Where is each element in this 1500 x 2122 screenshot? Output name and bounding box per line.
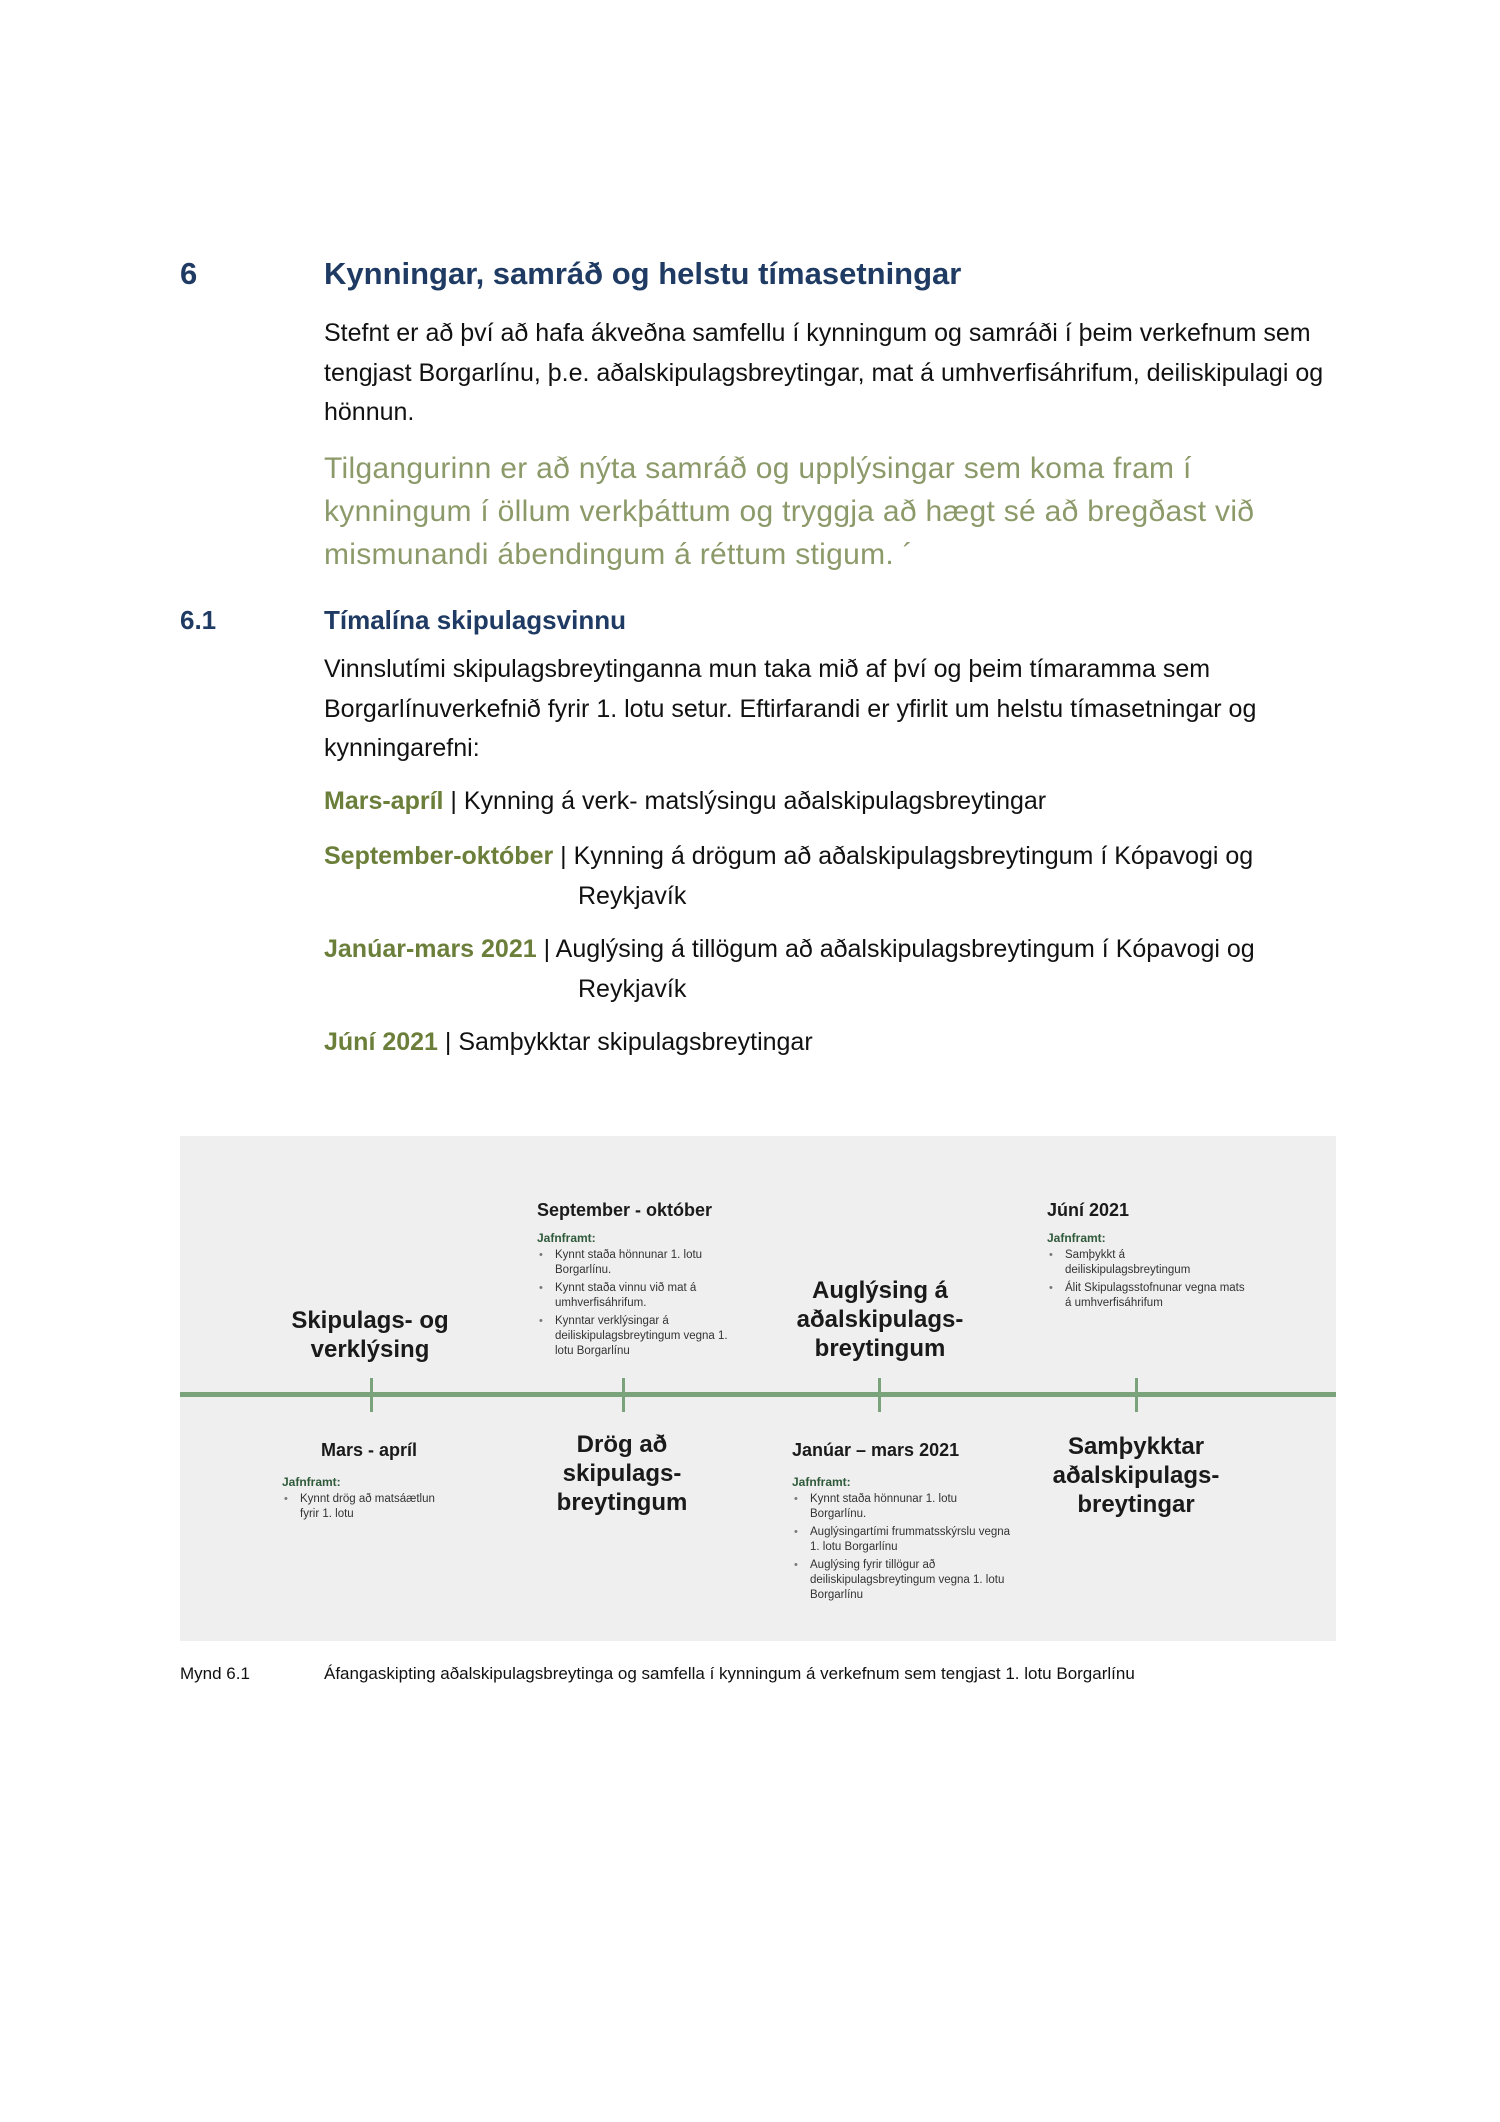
- figure-caption-label: Mynd 6.1: [180, 1664, 250, 1683]
- timeline-item-text: Auglýsing á tillögum að aðalskipulagsbreytingum í Kópavogi og: [555, 935, 1255, 963]
- subsection-number: 6.1: [180, 605, 217, 635]
- timeline-item-label: Júní 2021: [324, 1028, 438, 1056]
- figure-phase-line: breytingum: [556, 1489, 688, 1516]
- section-number: 6: [180, 256, 198, 291]
- figure-bullet: • Álit Skipulagsstofnunar vegna mats á umhverfisáhrifum: [1047, 1281, 1247, 1311]
- timeline-item: [324, 782, 1344, 822]
- figure-phase-line: skipulags-: [562, 1460, 682, 1487]
- figure-jafnframt-label: Jafnframt:: [282, 1475, 341, 1489]
- timeline-tick: [878, 1378, 881, 1412]
- figure-period-mar: Mars - apríl: [321, 1440, 418, 1460]
- figure-bullet: • Kynntar verklýsingar á deiliskipulagsbreytingum vegna 1. lotu Borgarlínu: [537, 1314, 737, 1359]
- timeline-axis: [180, 1392, 1336, 1397]
- figure-bullet: • Kynnt drög að matsáætlun fyrir 1. lotu: [282, 1492, 457, 1522]
- timeline-item-text: Kynning á drögum að aðalskipulagsbreytingum í Kópavogi og: [573, 842, 1254, 870]
- timeline-item-label: September-október: [324, 842, 554, 870]
- figure-bullets-mar: [282, 1492, 457, 1525]
- timeline-item-continuation: Reykjavík: [578, 881, 687, 910]
- timeline-tick: [1135, 1378, 1138, 1412]
- figure-bullet: • Auglýsingartími frummatsskýrslu vegna 1. lotu Borgarlínu: [792, 1525, 1012, 1555]
- figure-period-jan: Janúar – mars 2021: [792, 1440, 960, 1460]
- timeline-tick: [370, 1378, 373, 1412]
- figure-phase-line: breytingar: [1077, 1491, 1195, 1518]
- subsection-intro: Vinnslutími skipulagsbreytinganna mun taka mið af því og þeim tímaramma sem Borgarlínuverkefnið fyrir 1. lotu setur. Eftirfarandi er yfirlit um helstu tímasetningar og kynningarefni:: [324, 655, 1257, 762]
- figure-period-jun: Júní 2021: [1047, 1200, 1130, 1220]
- figure-bullets-jan: [792, 1492, 1012, 1606]
- figure-jafnframt-label: Jafnframt:: [537, 1231, 596, 1245]
- figure-phase-title: [502, 1430, 742, 1517]
- figure-phase-line: aðalskipulags-: [796, 1306, 964, 1333]
- figure-bullet: • Auglýsing fyrir tillögur að deiliskipulagsbreytingum vegna 1. lotu Borgarlínu: [792, 1558, 1012, 1603]
- timeline-item: [324, 1023, 1344, 1063]
- timeline-figure: [180, 1136, 1336, 1641]
- section-quote: Tilgangurinn er að nýta samráð og upplýsingar sem koma fram í kynningum í öllum verkþáttum og tryggja að hægt sé að bregðast við mismunandi ábendingum á réttum stigum. ´: [324, 452, 1255, 571]
- figure-bullets-jun: [1047, 1248, 1247, 1314]
- timeline-item-label: Janúar-mars 2021: [324, 935, 537, 963]
- timeline-item-separator: |: [443, 787, 464, 815]
- timeline-item-text: Kynning á verk- matslýsingu aðalskipulagsbreytingar: [463, 787, 1047, 815]
- figure-period-sep: September - október: [537, 1200, 713, 1220]
- figure-bullet: • Kynnt staða vinnu við mat á umhverfisáhrifum.: [537, 1281, 737, 1311]
- timeline-item: [324, 837, 1344, 916]
- figure-phase-title: [1006, 1432, 1266, 1519]
- figure-phase-title: [250, 1306, 490, 1364]
- timeline-item-separator: |: [437, 1028, 459, 1056]
- section-intro: Stefnt er að því að hafa ákveðna samfellu í kynningum og samráði í þeim verkefnum sem tengjast Borgarlínu, þ.e. aðalskipulagsbreytingar, mat á umhverfisáhrifum, deiliskipulagi og hönnun.: [324, 319, 1324, 426]
- figure-jafnframt-label: Jafnframt:: [792, 1475, 851, 1489]
- figure-phase-title: [750, 1276, 1010, 1363]
- timeline-item-separator: |: [553, 842, 574, 870]
- timeline-item-continuation: Reykjavík: [578, 974, 687, 1003]
- figure-bullet: • Kynnt staða hönnunar 1. lotu Borgarlínu.: [537, 1248, 737, 1278]
- timeline-item-label: Mars-apríl: [324, 787, 444, 815]
- figure-phase-line: Samþykktar: [1067, 1433, 1205, 1460]
- figure-jafnframt-label: Jafnframt:: [1047, 1231, 1106, 1245]
- figure-phase-line: verklýsing: [310, 1336, 430, 1363]
- figure-bullet: • Kynnt staða hönnunar 1. lotu Borgarlínu.: [792, 1492, 1012, 1522]
- figure-bullets-sep: [537, 1248, 737, 1362]
- subsection-title: Tímalína skipulagsvinnu: [324, 605, 626, 635]
- figure-phase-line: Skipulags- og: [291, 1307, 449, 1334]
- figure-phase-line: Drög að: [576, 1431, 668, 1458]
- figure-phase-line: breytingum: [814, 1335, 946, 1362]
- timeline-item-text: Samþykktar skipulagsbreytingar: [458, 1028, 813, 1056]
- figure-bullet: • Samþykkt á deiliskipulagsbreytingum: [1047, 1248, 1247, 1278]
- timeline-tick: [622, 1378, 625, 1412]
- timeline-item-separator: |: [536, 935, 556, 963]
- figure-caption-text: Áfangaskipting aðalskipulagsbreytinga og samfella í kynningum á verkefnum sem tengjast 1. lotu Borgarlínu: [324, 1664, 1135, 1683]
- timeline-item: [324, 930, 1344, 1009]
- figure-phase-line: Auglýsing á: [811, 1277, 949, 1304]
- section-title: Kynningar, samráð og helstu tímasetningar: [324, 256, 962, 291]
- figure-phase-line: aðalskipulags-: [1052, 1462, 1220, 1489]
